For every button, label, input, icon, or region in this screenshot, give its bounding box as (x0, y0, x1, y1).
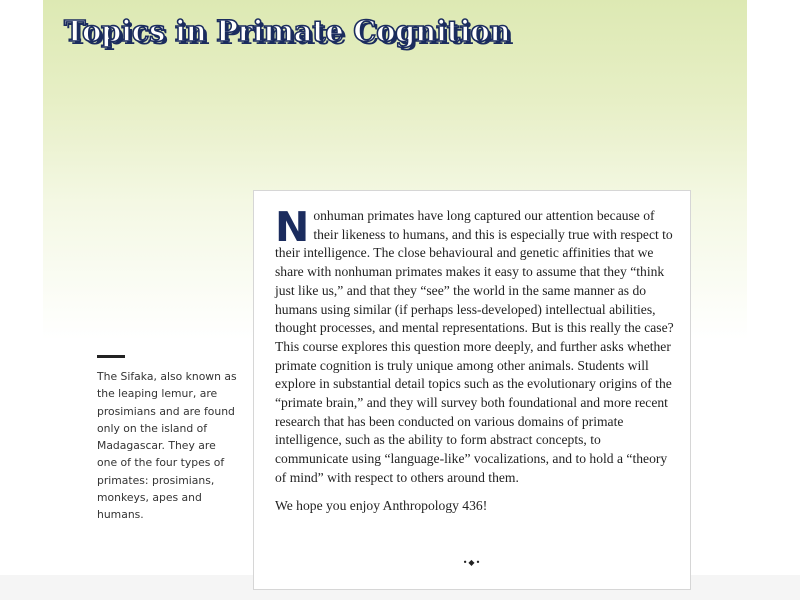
sidebar-divider (97, 355, 125, 358)
sidebar-note-text: The Sifaka, also known as the leaping lemur, are prosimians and are found only on the island of Madagascar. They are one of the four types of primates: prosimians, monkeys, apes and humans. (97, 370, 237, 522)
page-title: Topics in Primate Cognition (64, 14, 511, 48)
content-card (253, 190, 691, 590)
section-ornament: •◆• (462, 558, 482, 567)
intro-paragraph (275, 203, 675, 488)
content-body (275, 203, 675, 515)
intro-text: onhuman primates have long captured our attention because of their likeness to humans, and this is especially true with respect to their intelligence. The close behavioural and genetic affinities that we share with nonhuman primates makes it easy to assume that they “think just like us,” and that they “see” the world in the same manner as do humans using similar (if perhaps less-developed) intellectual abilities, thought processes, and mental representations. But is this really the case? This course explores this question more deeply, and further asks whether primate cognition is truly unique among other animals. Students will explore in substantial detail topics such as the evolutionary origins of the “primate brain,” and they will survey both foundational and more recent research that has been conducted on various domains of primate intelligence, such as the ability to form abstract concepts, to communicate using “language-like” vocalizations, and to hold a “theory of mind” with respect to others around them. (275, 208, 674, 485)
closing-paragraph: We hope you enjoy Anthropology 436! (275, 497, 488, 513)
sidebar-note (97, 355, 237, 524)
drop-cap: N (275, 203, 310, 251)
